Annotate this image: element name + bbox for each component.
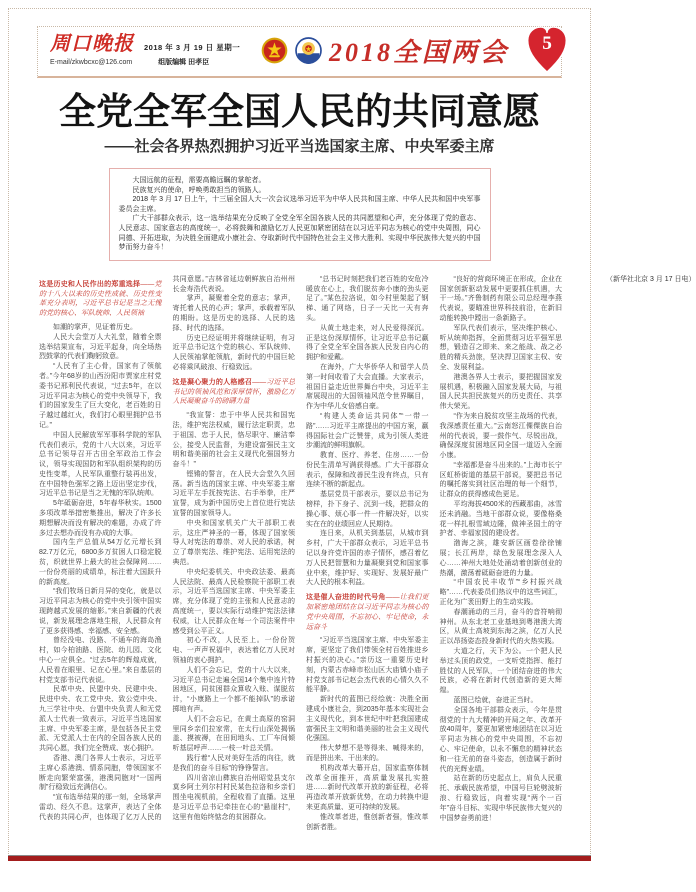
two-sessions-banner-title: 2018全国两会 xyxy=(328,38,509,67)
intro-paragraph: 广大干部群众表示，这一选举结果充分反映了全党全军全国各族人民的共同愿望和心声，充分体现了党的意志、人民意志、国家意志的高度统一，必将鼓舞和激励亿万人民更加紧密团结在以习近平同志为核心的党中央周围，同心同德、开拓进取，为决胜全面建成小康社会、夺取新时代中国特色社会主义伟大胜利、实现中华民族伟大复兴的中国梦而努力奋斗！ xyxy=(118,215,481,252)
national-emblem-icon xyxy=(261,37,288,64)
article-paragraph: 新时代的蓝图已经绘就：决胜全面建成小康社会，到2035年基本实现社会主义现代化，到本世纪中叶把我国建成富强民主文明和谐美丽的社会主义现代化强国。 xyxy=(306,696,429,743)
page-number-badge xyxy=(525,24,569,76)
page-frame xyxy=(8,8,696,854)
section-subhead: 这是历史和人民作出的郑重选择——党的十八大以来的历史性成就、历史性变革充分表明，习近平总书记是当之无愧的党的核心、军队统帅、人民领袖 xyxy=(39,280,162,318)
article-paragraph: “构建人类命运共同体”“一带一路”……习近平主席提出的中国方案，赢得国际社会广泛赞誉，成为引领人类进步潮流的鲜明旗帜。 xyxy=(306,412,429,450)
article-paragraph: 香港、澳门各界人士表示，习近平主席心系港澳、情系同胞，带领国家不断走向繁荣富强，港澳同胞对“一国两制”行稳致远充满信心。 xyxy=(39,755,162,792)
article-paragraph: 国内生产总值从54万亿元增长到82.7万亿元，6800多万贫困人口稳定脱贫，织就世界上最大的社会保障网……一份份亮丽的成绩单，标注着大国跃升的新高度。 xyxy=(39,539,162,586)
article-paragraph: 站在新的历史起点上，肩负人民重托、承载民族希望，中国号巨轮劈波斩浪、行稳致远，向着实现“两个一百年”奋斗目标、实现中华民族伟大复兴的中国梦奋勇前进！ xyxy=(439,775,562,822)
headline-subtitle: ——社会各界热烈拥护习近平当选国家主席、中央军委主席 xyxy=(104,138,495,155)
article-paragraph: “我们牧场日新月异的变化，就是以习近平同志为核心的党中央引领中国实现跨越式发展的缩影。”来自新疆的代表说，新发展理念落地生根，人民群众有了更多获得感、幸福感、安全感。 xyxy=(39,588,162,635)
article-paragraph: 历史已经证明并将继续证明，有习近平总书记这个党的核心、军队统帅、人民领袖掌舵领航，新时代的中国巨轮必将乘风破浪、行稳致远。 xyxy=(172,334,295,371)
article-paragraph: 蓝图已绘就，奋进正当时。 xyxy=(453,697,538,705)
bottom-rule xyxy=(8,855,591,861)
paper-name-logo: 周口晚报 xyxy=(50,33,134,55)
article-paragraph: “良好的营商环境正在形成，企业在国家创新驱动发展中更要抓住机遇，大干一场。”齐鲁制药有限公司总经理李燕代表说，要瞄准世界科技前沿，在新旧动能转换中蹚出一条新路子。 xyxy=(439,275,562,322)
article-paragraph: 春潮涌动的三月，奋斗的音符响彻神州。从东北老工业基地到粤港澳大湾区，从黄土高坡到东海之滨，亿万人民正以昂扬姿态投身新时代的火热实践。 xyxy=(439,608,562,646)
article-paragraph: “宣布选举结果的那一刻，全场掌声雷动、经久不息。这掌声，表达了全体代表的共同心声，也体现了亿万人民的共同意愿。”吉林省延边朝鲜族自治州州长金寿浩代表说。 xyxy=(39,275,295,821)
article-paragraph: 践行着“人民对美好生活的向往，就是我们的奋斗目标”的铮铮誓言。 xyxy=(172,755,295,772)
article-paragraph: 渤海之滨，雄安新区画卷徐徐铺展；长江两岸，绿色发展理念深入人心……神州大地处处涌动着创新创业的热潮，激荡着砥砺奋进的力量。 xyxy=(439,540,562,577)
intro-box xyxy=(109,168,491,261)
page-number-text: 5 xyxy=(542,33,552,55)
article-paragraph: “作为来自脱贫攻坚主战场的代表，我深感责任重大。”云南怒江傈僳族自治州的代表说，要一鼓作气、尽锐出战，确保深度贫困地区同全国一道迈入全面小康。 xyxy=(439,412,562,460)
article-paragraph: 铿锵的誓言，在人民大会堂久久回荡。新当选的国家主席、中央军委主席习近平左手抚按宪法、右手举拳，庄严宣誓，成为新中国历史上首位进行宪法宣誓的国家领导人。 xyxy=(172,470,295,518)
article-paragraph: 中央纪委机关、中央政法委、最高人民法院、最高人民检察院干部职工表示，习近平当选国家主席、中央军委主席，充分体现了党的主张和人民意志的高度统一，要以实际行动维护宪法法律权威，让人民群众在每一个司法案件中感受到公平正义。 xyxy=(172,568,295,635)
article-paragraph: “习近平当选国家主席、中央军委主席，更坚定了我们带领全村百姓推进乡村振兴的决心。”亲历这一重要历史时刻，内蒙古赤峰市松山区大庙镇小庙子村党支部书记赵会杰代表的心情久久不能平静。 xyxy=(306,637,429,694)
article-paragraph: 全国各地干部群众表示，今年是贯彻党的十九大精神的开局之年、改革开放40周年，要更加紧密地团结在以习近平同志为核心的党中央周围，不忘初心、牢记使命，以永不懈怠的精神状态和一往无前的奋斗姿态，创造属于新时代的光辉业绩。 xyxy=(439,706,562,773)
article-paragraph: 平均海拔4500米的西藏那曲，冰雪还未消融。当地干部群众说，要像格桑花一样扎根雪域边陲，做神圣国土的守护者、幸福家园的建设者。 xyxy=(439,501,562,538)
article-paragraph: 港澳各界人士表示，要把握国家发展机遇，积极融入国家发展大局，与祖国人民共担民族复兴的历史责任、共享伟大荣光。 xyxy=(439,373,562,411)
intro-paragraph: 民族复兴的使命，呼唤勇敢担当的领路人。 xyxy=(132,186,266,194)
article-paragraph: 大道之行，天下为公。一个把人民举过头顶的政党，一支听党指挥、能打胜仗的人民军队，一个团结奋进的伟大民族，必将在新时代创造新的更大辉煌。 xyxy=(439,648,562,695)
article-paragraph: 5年砥砺奋进，5年春华秋实。1500多项改革举措密集推出，解决了许多长期想解决而没有解决的难题，办成了许多过去想办而没有办成的大事。 xyxy=(39,500,162,537)
masthead xyxy=(37,26,562,78)
article-paragraph: “我宣誓：忠于中华人民共和国宪法，维护宪法权威，履行法定职责，忠于祖国、忠于人民，恪尽职守、廉洁奉公，接受人民监督，为建设富强民主文明和谐美丽的社会主义现代化强国努力奋斗！” xyxy=(172,412,295,469)
section-subhead: 这是凝心聚力的人格感召——习近平总书记的领袖风范和深厚情怀，激励亿万人民凝聚奋斗的磅礴力量 xyxy=(172,378,296,406)
article-paragraph: 惟改革者进，惟创新者强，惟改革创新者胜。 xyxy=(306,813,429,831)
article-paragraph: 初心不改，人民至上。一份份贺电、一声声祝福中，表达着亿万人民对领袖的衷心拥护。 xyxy=(172,637,295,665)
main-headline: 全党全军全国人民的共同意愿 xyxy=(59,91,540,132)
article-paragraph: 人们不会忘记，在黄土高原的窑洞里同乡亲们拉家常，在太行山深处揭锅盖、摸被褥，在田间地头、工厂车间倾听基层呼声……一枝一叶总关情。 xyxy=(172,715,295,753)
article-paragraph: 如潮的掌声，见证着历史。 xyxy=(53,323,137,331)
article-paragraph: 中央和国家机关广大干部职工表示，这庄严神圣的一幕，体现了国家领导人对宪法的尊崇、对人民的承诺，树立了尊崇宪法、维护宪法、运用宪法的典范。 xyxy=(172,519,295,567)
article-paragraph: “幸福都是奋斗出来的。”上海市长宁区虹桥街道的基层干部说，要把总书记的嘱托落实到社区治理的每一个细节，让群众的获得感成色更足。 xyxy=(439,461,562,499)
article-paragraph: 掌声，凝聚着全党的意志；掌声，寄托着人民的心声；掌声，承载着军队的期盼。这是历史的选择、人民的选择、时代的选择。 xyxy=(172,295,295,332)
article-paragraph: “人民有了主心骨，国家有了领航者。”今年68岁的山西汾阳市贾家庄村党委书记邢利民代表说，“过去5年，在以习近平同志为核心的党中央领导下，我们的国家发生了巨大变化，老百姓的日子越过越红火，我们打心眼里拥护总书记。” xyxy=(39,363,162,429)
section-subhead: 这是催人奋进的时代号角——让我们更加紧密地团结在以习近平同志为核心的党中央周围，不忘初心、牢记使命，永远奋斗 xyxy=(306,594,429,631)
article-paragraph: 曾经没电、没路、不通车的海岛渔村，如今柏油路、医院、幼儿园、文化中心一应俱全。“过去5年的辉煌成就，人民看在眼里、记在心里。”来自基层的村党支部书记代表说。 xyxy=(39,637,162,684)
article-columns xyxy=(39,275,696,835)
article-paragraph: 连日来，从机关到基层，从城市到乡村，广大干部群众表示，习近平总书记以身许党许国的赤子情怀，感召着亿万人民把智慧和力量凝聚到党和国家事业中来，维护好、实现好、发展好最广大人民的根本利益。 xyxy=(306,530,429,587)
editor-credit: 组版编辑 田孝臣 xyxy=(158,59,210,66)
intro-paragraph: 2018 年 3 月 17 日上午，十三届全国人大一次会议选举习近平为中华人民共和国主席、中华人民共和国中央军事委员会主席。 xyxy=(118,196,481,213)
article-paragraph: 四川省凉山彝族自治州昭觉县支尔莫乡阿土列尔村村民某色拉洛和乡亲们围坐电视机前，全程收看了直播。这里是习近平总书记牵挂在心的“悬崖村”，这里有他始终惦念的贫困群众。 xyxy=(172,774,295,821)
article-paragraph: 基层党员干部表示，要以总书记为榜样，扑下身子、沉到一线，把群众的操心事、烦心事一件一件解决好，以实实在在的业绩回应人民期待。 xyxy=(306,491,429,528)
article-paragraph: 人们不会忘记，党的十八大以来，习近平总书记走遍全国14个集中连片特困地区，同贫困群众算收入账、谋脱贫计，“小康路上一个都不能掉队”的承诺掷地有声。 xyxy=(172,666,295,714)
article-paragraph: 人民大会堂万人大礼堂，随着全票选举结果宣布，习近平起身，向全场热烈鼓掌的代表们鞠躬致意。 xyxy=(39,333,162,361)
cppcc-emblem-icon xyxy=(295,37,322,64)
masthead-right xyxy=(261,32,549,69)
article-paragraph: 教育、医疗、养老、住房……一份份民生清单写满获得感。广大干部群众表示，保障和改善民生没有终点，只有连续不断的新起点。 xyxy=(306,452,429,489)
article-paragraph: 在海外，广大华侨华人和留学人员第一时间收看了大会直播。大家表示，祖国日益走近世界舞台中央，习近平主席展现出的大国领袖风范令世界瞩目，作为中华儿女倍感自豪。 xyxy=(306,363,429,411)
heart-icon xyxy=(525,24,569,76)
article-paragraph: 中国人民解放军军事科学院的军队代表们表示，党的十八大以来，习近平总书记领导召开古田全军政治工作会议，领导实现国防和军队组织架构的历史性变革，人民军队重整行装再出发，在中国特色强军之路上迈出坚定步伐，习近平总书记是当之无愧的军队统帅。 xyxy=(39,431,162,498)
article-paragraph: “中国农民丰收节”“乡村振兴战略”……代表委员们热议中的这些词汇，正化为广袤田野上的生动实践。 xyxy=(439,579,562,607)
article-paragraph: 机构改革大幕开启，国家监察体制改革全面推开，高质量发展扎实推进……新时代改革开放的新征程，必将再造改革开放新优势，在动力转换中迎来更高质量、更可持续的发展。 xyxy=(306,764,429,811)
date-text: 2018 年 3 月 19 日 星期一 xyxy=(144,43,241,52)
article-paragraph: 从黄土地走来，对人民爱得深沉。正是这份深厚情怀，让习近平总书记赢得了全党全军全国各族人民发自内心的拥护和爱戴。 xyxy=(306,324,429,362)
masthead-left xyxy=(50,34,240,67)
email-text: E-mail/zkwbcxc@126.com xyxy=(50,59,133,66)
intro-paragraph: 大国远航的征程，需要高瞻远瞩的掌舵者。 xyxy=(132,177,266,184)
article-paragraph: “总书记时刻把我们老百姓的安危冷暖放在心上，我们脱贫奔小康的劲头更足了。”某色拉洛说，如今村里架起了钢梯、通了网络，日子一天比一天有奔头。 xyxy=(306,275,429,322)
article-paragraph: 军队代表们表示，坚决维护核心、听从统帅指挥，全面贯彻习近平强军思想，锻造召之即来、来之能战、战之必胜的精兵劲旅，坚决捍卫国家主权、安全、发展利益。 xyxy=(439,324,562,371)
article-paragraph: 伟大梦想不是等得来、喊得来的，而是拼出来、干出来的。 xyxy=(306,745,429,762)
article-paragraph: 民革中央、民盟中央、民建中央、民进中央、农工党中央、致公党中央、九三学社中央、台盟中央负责人和无党派人士代表一致表示，习近平当选国家主席、中央军委主席，是包括各民主党派、无党派人士在内的全国各族人民的共同心愿，我们完全赞成、衷心拥护。 xyxy=(39,686,162,753)
xinhua-dateline: （新华社北京 3 月 17 日电） xyxy=(606,275,696,283)
